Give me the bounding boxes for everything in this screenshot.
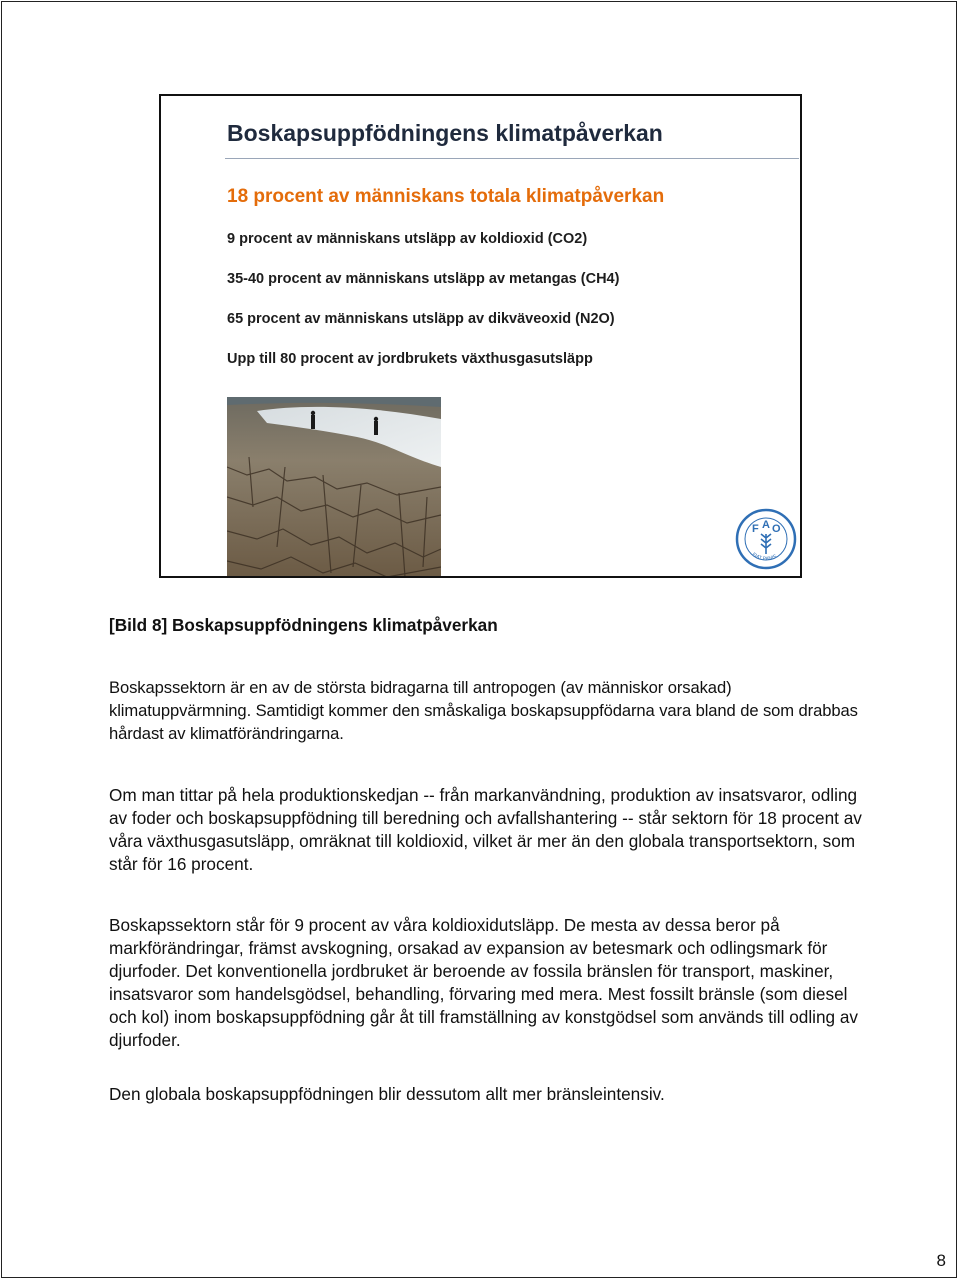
slide-bullet: 9 procent av människans utsläpp av koldioxid (CO2) <box>227 231 588 247</box>
slide-headline: 18 procent av människans totala klimatpåverkan <box>227 186 665 207</box>
slide-bullet: Upp till 80 procent av jordbrukets växthusgasutsläpp <box>227 351 593 367</box>
co2-emissions-paragraph: Boskapssektorn står för 9 procent av våra koldioxidutsläpp. De mesta av dessa beror på markförändringar, främst avskogning, orsakad av expansion av betesmark och odlingsmark för djurfoder. Det konventionella jordbruket är beroende av fossila bränslen för transport, maskiner, insatsvaror som handelsgödsel, behandling, förvaring med mera. Mest fossilt bränsle (som diesel och kol) inom boskapsuppfödning går åt till framställning av konstgödsel som används till odling av djurfoder. <box>109 915 859 1050</box>
fao-logo-letter: O <box>772 523 781 535</box>
slide-title: Boskapsuppfödningens klimatpåverkan <box>227 120 663 146</box>
slide-thumbnail <box>159 94 802 578</box>
page-number: 8 <box>936 1251 946 1270</box>
fao-logo-letter: F <box>752 523 759 535</box>
fao-logo-motto: FIAT PANIS <box>750 551 778 563</box>
slide-bullet: 65 procent av människans utsläpp av dikväveoxid (N2O) <box>227 311 615 327</box>
fao-logo-letter: A <box>762 519 770 531</box>
slide-title-divider <box>225 158 799 159</box>
fao-logo <box>735 508 797 570</box>
slide-bullet: 35-40 procent av människans utsläpp av metangas (CH4) <box>227 271 620 287</box>
drought-photo <box>227 397 441 578</box>
fuel-intensity-paragraph: Den globala boskapsuppfödningen blir dessutom allt mer bränsleintensiv. <box>109 1084 665 1104</box>
slide-caption-heading: [Bild 8] Boskapsuppfödningens klimatpåverkan <box>109 615 498 635</box>
intro-paragraph: Boskapssektorn är en av de största bidragarna till antropogen (av människor orsakad) klimatuppvärmning. Samtidigt kommer den småskaliga boskapsuppfödarna vara bland de som drabbas hårdast av klimatförändringarna. <box>109 678 858 743</box>
production-chain-paragraph: Om man tittar på hela produktionskedjan -- från markanvändning, produktion av insatsvaror, odling av foder och boskapsuppfödning till beredning och avfallshantering -- står sektorn för 18 procent av våra växthusgasutsläpp, omräknat till koldioxid, vilket är mer än den globala transportsektorn, som står för 16 procent. <box>109 785 862 874</box>
